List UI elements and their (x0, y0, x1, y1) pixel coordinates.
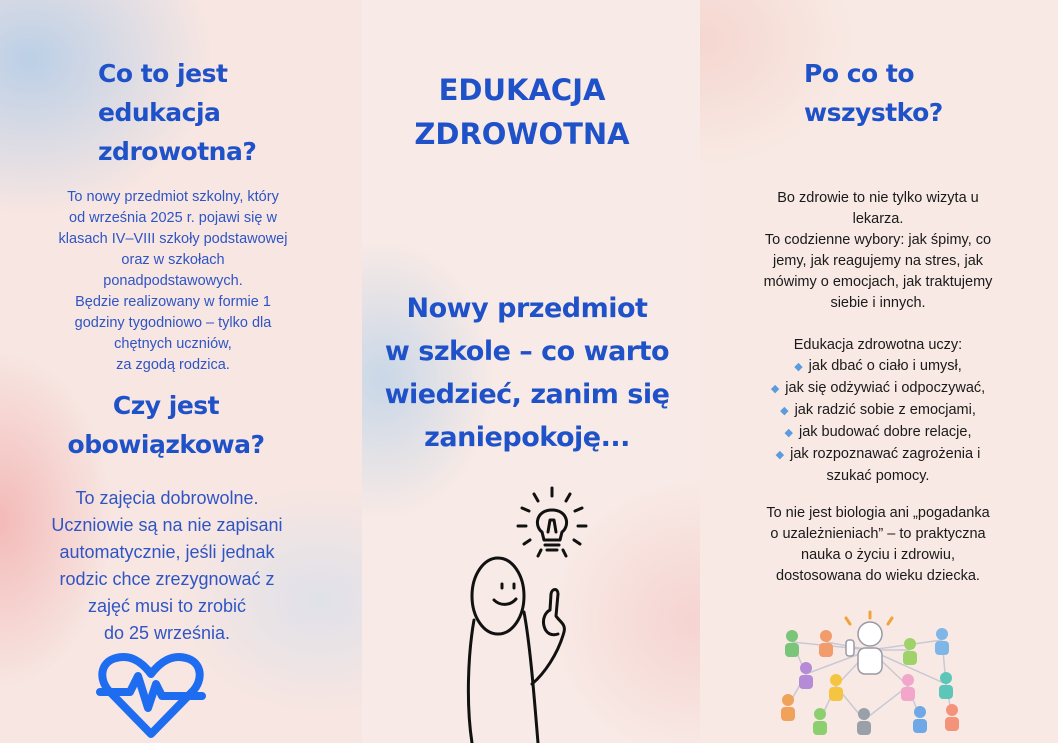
list-item: ◆ jak radzić sobie z emocjami, (780, 402, 976, 418)
teaches-list: Edukacja zdrowotna uczy: ◆ jak dbać o ciało i umysł, ◆ jak się odżywiać i odpoczywać, ◆ jak radzić sobie z emocjami, ◆ jak budować dobre relacje, ◆ jak rozpoznawać zagrożenia i szukać pomocy. (728, 335, 1028, 487)
people-network-icon (770, 610, 970, 740)
mandatory-description: To zajęcia dobrowolne. Uczniowie są na nie zapisani automatycznie, jeśli jednak rodzic chce zrezygnować z zajęć musi to zrobić do 25 września. (51, 488, 283, 643)
question-what-is-heading: Co to jest edukacja zdrowotna? (98, 59, 257, 166)
diamond-bullet-icon: ◆ (770, 383, 780, 395)
diamond-bullet-icon: ◆ (775, 449, 785, 461)
why-closing: To nie jest biologia ani „pogadanka o uzależnieniach” – to praktyczna nauka o życiu i zdrowiu, dostosowana do wieku dziecka. (766, 505, 990, 584)
person-lightbulb-icon (460, 484, 600, 743)
diamond-bullet-icon: ◆ (784, 427, 793, 439)
question-mandatory-heading: Czy jest obowiązkowa? (67, 391, 265, 459)
list-item: ◆ jak budować dobre relacje, (784, 424, 972, 440)
brochure-title: EDUKACJA ZDROWOTNA (414, 73, 630, 151)
why-heading: Po co to wszystko? (804, 59, 943, 127)
list-item: ◆ jak się odżywiać i odpoczywać, (770, 380, 986, 396)
list-item: ◆ jak dbać o ciało i umysł, (794, 358, 962, 374)
why-intro: Bo zdrowie to nie tylko wizyta u lekarza. To codzienne wybory: jak śpimy, co jemy, jak reagujemy na stres, jak mówimy o emocjach, jak traktujemy siebie i innych. (763, 190, 993, 311)
list-item: ◆ jak rozpoznawać zagrożenia i (775, 446, 981, 462)
heart-pulse-icon (96, 652, 206, 740)
diamond-bullet-icon: ◆ (780, 405, 789, 417)
diamond-bullet-icon: ◆ (794, 361, 803, 373)
what-is-description: To nowy przedmiot szkolny, który od września 2025 r. pojawi się w klasach IV–VIII szkoły podstawowej oraz w szkołach ponadpodstawowych. Będzie realizowany w formie 1 godziny tygodniowo – tylko dla chętnych uczniów, za zgodą rodzica. (58, 189, 288, 373)
brochure-subtitle: Nowy przedmiot w szkole – co warto wiedzieć, zanim się zaniepokoję... (384, 293, 670, 453)
teaches-label: Edukacja zdrowotna uczy: (793, 337, 963, 353)
